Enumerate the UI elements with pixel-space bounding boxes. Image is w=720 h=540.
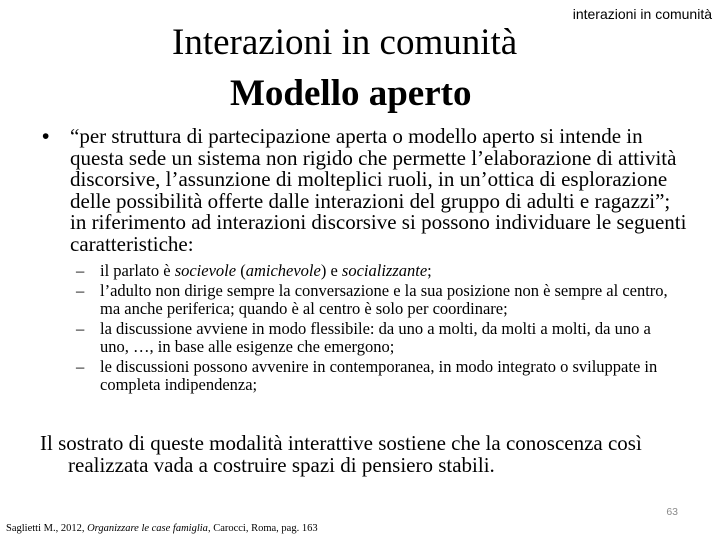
- citation-prefix: Saglietti M., 2012,: [6, 523, 88, 534]
- sub-item-text: (: [236, 261, 246, 280]
- sub-item-text: il parlato è: [100, 261, 175, 280]
- sub-item-text: le discussioni possono avvenire in contemporanea, in modo integrato o sviluppate in completa indipendenza;: [100, 357, 658, 394]
- header-tag: interazioni in comunità: [572, 6, 712, 22]
- emphasis-text: amichevole: [245, 261, 321, 280]
- page-title: Interazioni in comunità: [172, 22, 518, 63]
- citation: [6, 523, 318, 534]
- dash-marker: –: [76, 357, 85, 376]
- citation-suffix: , Carocci, Roma, pag. 163: [207, 523, 318, 534]
- dash-marker: –: [76, 319, 85, 338]
- main-bullet-text: “per struttura di partecipazione aperta o modello aperto si intende in questa sede un sistema non rigido che permette l’elaborazione di attività discorsive, l’assunzione di molteplici ruoli, in un’ottica di esplorazione delle possibilità offerte dalle interazioni del gruppo di adulti e ragazzi”; in riferimento ad interazioni discorsive si possono individuare le seguenti caratteristiche:: [70, 124, 687, 256]
- list-item: [70, 282, 680, 318]
- bullet-marker: •: [42, 125, 50, 148]
- page-subtitle: Modello aperto: [230, 73, 472, 114]
- sub-item-text: ;: [427, 261, 432, 280]
- sub-item-text: ) e: [320, 261, 342, 280]
- sub-item-text: la discussione avviene in modo flessibile: da uno a molti, da molti a molti, da uno a uno, …, in base alle esigenze che emergono;: [100, 319, 651, 356]
- dash-marker: –: [76, 281, 85, 300]
- sub-list: [70, 262, 680, 396]
- sub-item-text: l’adulto non dirige sempre la conversazione e la sua posizione non è sempre al centro, ma anche periferica; quando è al centro è solo per coordinare;: [100, 281, 668, 318]
- citation-title: Organizzare le case famiglia: [87, 523, 208, 534]
- list-item: [70, 358, 680, 394]
- main-bullet: [30, 126, 690, 255]
- page-number: 63: [666, 506, 678, 518]
- closing-paragraph: Il sostrato di queste modalità interattive sostiene che la conoscenza così realizzata vada a costruire spazi di pensiero stabili.: [40, 431, 642, 477]
- emphasis-text: socializzante: [341, 261, 428, 280]
- list-item: [70, 320, 680, 356]
- dash-marker: –: [76, 261, 85, 280]
- list-item: [70, 262, 680, 280]
- emphasis-text: socievole: [174, 261, 237, 280]
